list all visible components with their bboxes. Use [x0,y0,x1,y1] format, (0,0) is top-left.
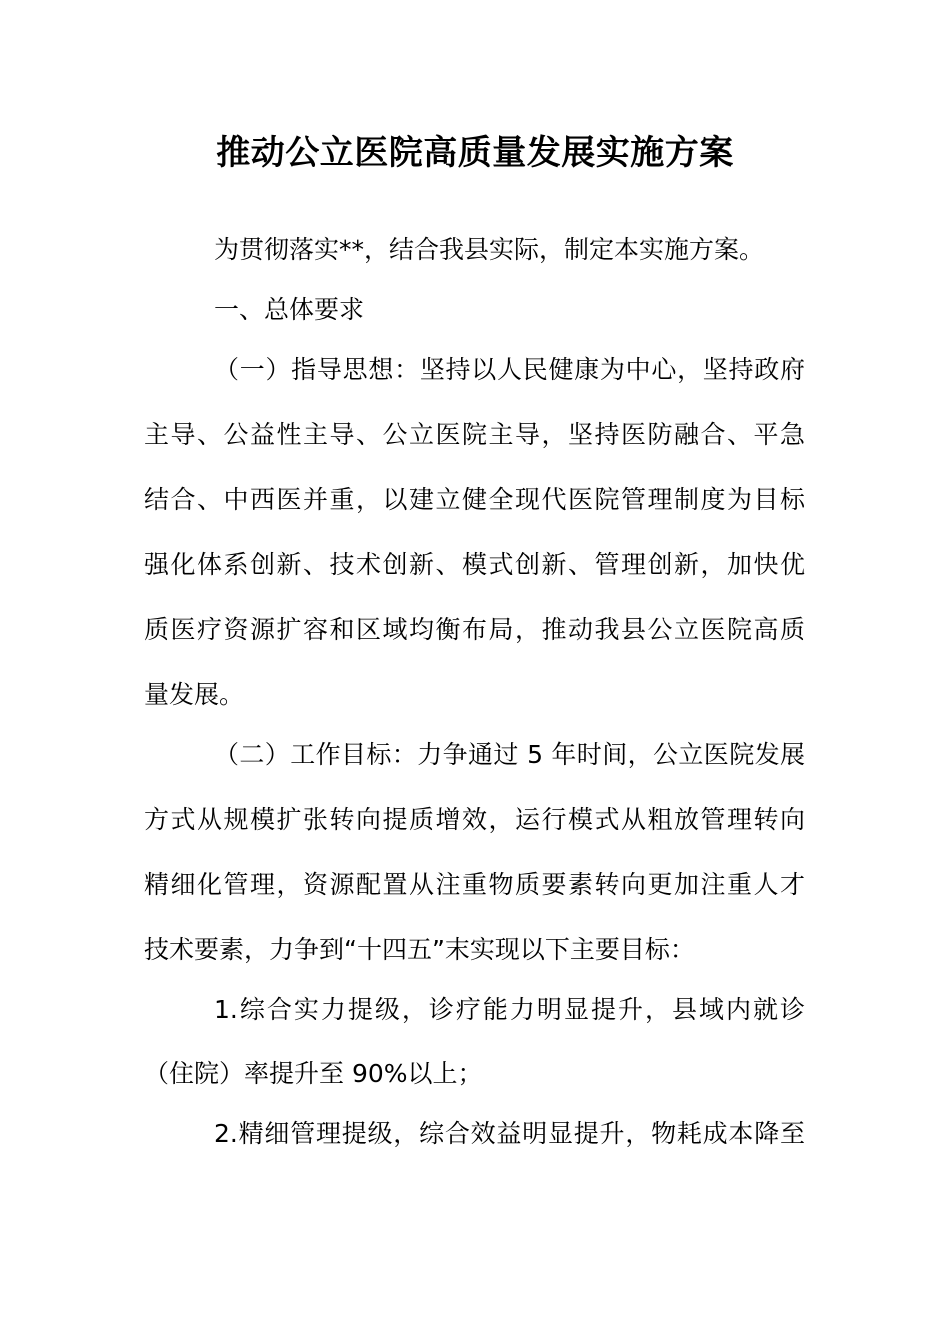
paragraph-guiding-ideology-line-1: （一）指导思想：坚持以人民健康为中心，坚持政府 [214,355,805,384]
paragraph-guiding-ideology-line-6: 量发展。 [144,680,245,709]
paragraph-work-goals-line-3: 精细化管理，资源配置从注重物质要素转向更加注重人才 [144,870,805,899]
paragraph-work-goals-line-2: 方式从规模扩张转向提质增效，运行模式从粗放管理转向 [144,805,805,834]
paragraph-work-goals-line-1: （二）工作目标：力争通过 5 年时间，公立医院发展 [214,740,805,769]
document-title: 推动公立医院高质量发展实施方案 [216,133,734,173]
goal-item-1-line-2: （住院）率提升至 90%以上； [144,1059,483,1088]
paragraph-work-goals-line-4: 技术要素，力争到“十四五”末实现以下主要目标： [144,935,695,964]
paragraph-guiding-ideology-line-5: 质医疗资源扩容和区域均衡布局，推动我县公立医院高质 [144,615,805,644]
goal-item-2-line-1: 2.精细管理提级，综合效益明显提升，物耗成本降至 [214,1119,805,1148]
paragraph-guiding-ideology-line-2: 主导、公益性主导、公立医院主导，坚持医防融合、平急 [144,420,805,449]
paragraph-guiding-ideology-line-3: 结合、中西医并重，以建立健全现代医院管理制度为目标 [144,485,805,514]
section-heading-general-requirements: 一、总体要求 [214,295,365,324]
paragraph-guiding-ideology-line-4: 强化体系创新、技术创新、模式创新、管理创新，加快优 [144,550,805,579]
goal-item-1-line-1: 1.综合实力提级，诊疗能力明显提升，县域内就诊 [214,995,805,1024]
paragraph-intro: 为贯彻落实**，结合我县实际，制定本实施方案。 [214,235,765,264]
